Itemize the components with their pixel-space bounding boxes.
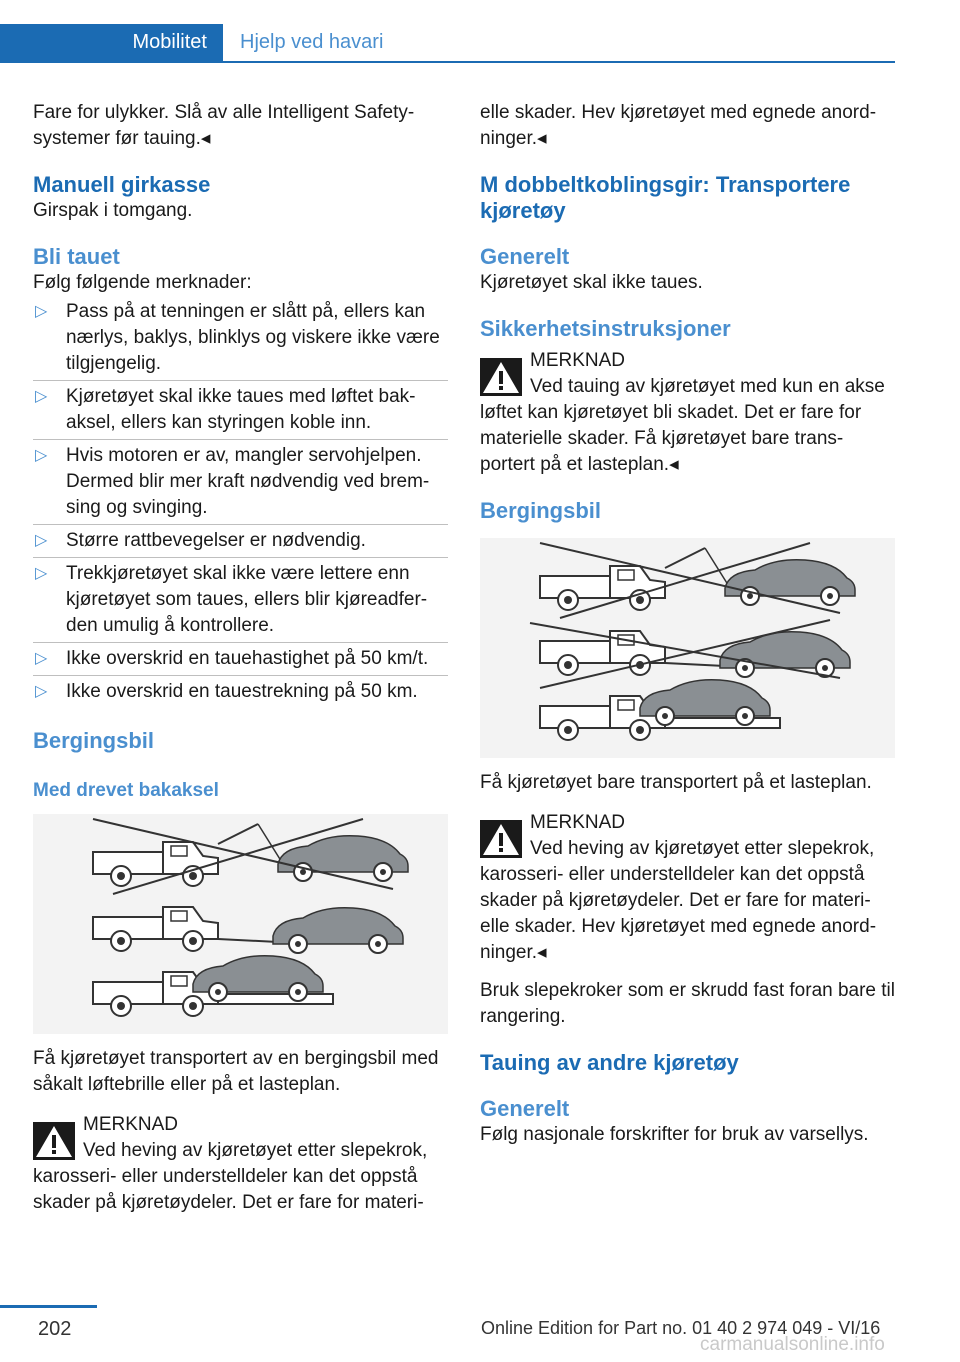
header-rule <box>0 61 895 63</box>
manual-gearbox-text: Girspak i tomgang. <box>33 200 193 221</box>
general-text-2: Følg nasjonale forskrifter for bruk av varsellys. <box>480 1124 869 1145</box>
list-item: ▷ Kjøretøyet skal ikke taues med løftet bak-aksel, ellers kan styringen koble inn. <box>33 381 448 440</box>
page-number: 202 <box>38 1318 72 1340</box>
warning-body: Ved heving av kjøretøyet etter slepekrok, karosseri- eller understelldeler kan det oppstå skader på kjøretøydeler. Det er fare for materi- <box>33 1140 428 1213</box>
manual-gearbox-heading: Manuell girkasse <box>33 172 211 197</box>
right-column <box>480 100 895 1148</box>
warning-heading: MERKNAD <box>83 1114 179 1135</box>
flatbed-illustration <box>480 538 895 758</box>
general-heading: Generelt <box>480 244 570 269</box>
triangle-bullet-icon: ▷ <box>35 388 48 405</box>
continued-text: elle skader. Hev kjøretøyet med egnede anord-ninger.◂ <box>480 102 877 149</box>
warning-notice <box>33 1112 448 1216</box>
flatbed-text: Få kjøretøyet bare transportert på et lasteplan. <box>480 772 872 793</box>
triangle-bullet-icon: ▷ <box>35 303 48 320</box>
warning-heading: MERKNAD <box>530 812 626 833</box>
list-item: ▷ Hvis motoren er av, mangler servohjelpen. Dermed blir mer kraft nødvendig ved brem-sing og svinging. <box>33 440 448 525</box>
triangle-bullet-icon: ▷ <box>35 650 48 667</box>
rear-axle-heading: Med drevet bakaksel <box>33 780 219 801</box>
intro-text: Fare for ulykker. Slå av alle Intelligent Safety-systemer før tauing.◂ <box>33 102 415 149</box>
footer-rule <box>0 1305 97 1308</box>
warning-notice <box>480 348 895 478</box>
general-heading-2: Generelt <box>480 1096 570 1121</box>
warning-notice <box>480 810 895 966</box>
triangle-bullet-icon: ▷ <box>35 683 48 700</box>
recovery-vehicle-text: Få kjøretøyet transportert av en bergingsbil med såkalt løftebrille eller på et lasteplan. <box>33 1048 439 1095</box>
towing-other-vehicles-heading: Tauing av andre kjøretøy <box>480 1050 739 1075</box>
m-dct-heading: M dobbeltkoblingsgir: Transportere kjøretøy <box>480 172 851 223</box>
towing-hooks-text: Bruk slepekroker som er skrudd fast foran bare til rangering. <box>480 980 896 1027</box>
list-item: ▷ Ikke overskrid en tauestrekning på 50 km. <box>33 676 448 708</box>
chapter-tabs <box>0 24 895 62</box>
triangle-bullet-icon: ▷ <box>35 447 48 464</box>
tab-mobilitet[interactable]: Mobilitet <box>0 24 223 61</box>
watermark: carmanualsonline.info <box>700 1334 885 1355</box>
general-text: Kjøretøyet skal ikke taues. <box>480 272 703 293</box>
safety-instructions-heading: Sikkerhetsinstruksjoner <box>480 316 731 341</box>
towing-notes-list <box>33 296 448 708</box>
warning-triangle-icon <box>480 358 522 396</box>
list-item: ▷ Større rattbevegelser er nødvendig. <box>33 525 448 558</box>
list-item: ▷ Trekkjøretøyet skal ikke være lettere enn kjøretøyet som taues, ellers blir kjøreadfer-den umulig å kontrollere. <box>33 558 448 643</box>
triangle-bullet-icon: ▷ <box>35 532 48 549</box>
warning-triangle-icon <box>33 1122 75 1160</box>
tow-truck-icon <box>33 814 448 1034</box>
tab-hjelp-ved-havari[interactable]: Hjelp ved havari <box>240 31 384 53</box>
warning-triangle-icon <box>480 820 522 858</box>
list-item: ▷ Ikke overskrid en tauehastighet på 50 km/t. <box>33 643 448 676</box>
warning-body: Ved tauing av kjøretøyet med kun en akse løftet kan kjøretøyet bli skadet. Det er fare for materielle skader. Få kjøretøyet bare trans-portert på et lasteplan.◂ <box>480 376 885 475</box>
towing-methods-illustration <box>33 814 448 1034</box>
recovery-vehicle-heading: Bergingsbil <box>33 728 155 753</box>
list-item: ▷ Pass på at tenningen er slått på, ellers kan nærlys, baklys, blinklys og viskere ikke være tilgjengelig. <box>33 296 448 381</box>
triangle-bullet-icon: ▷ <box>35 565 48 582</box>
warning-body: Ved heving av kjøretøyet etter slepekrok, karosseri- eller understelldeler kan det oppstå skader på kjøretøydeler. Det er fare for materi-elle skader. Hev kjøretøyet med egnede anord-ninger.◂ <box>480 838 877 963</box>
warning-heading: MERKNAD <box>530 350 626 371</box>
recovery-vehicle-heading: Bergingsbil <box>480 498 602 523</box>
being-towed-heading: Bli tauet <box>33 244 120 269</box>
left-column <box>33 100 448 1216</box>
being-towed-intro: Følg følgende merknader: <box>33 272 252 293</box>
tow-truck-icon <box>480 538 895 758</box>
edition-note: Online Edition for Part no. 01 40 2 974 049 - VI/16 <box>481 1318 881 1338</box>
